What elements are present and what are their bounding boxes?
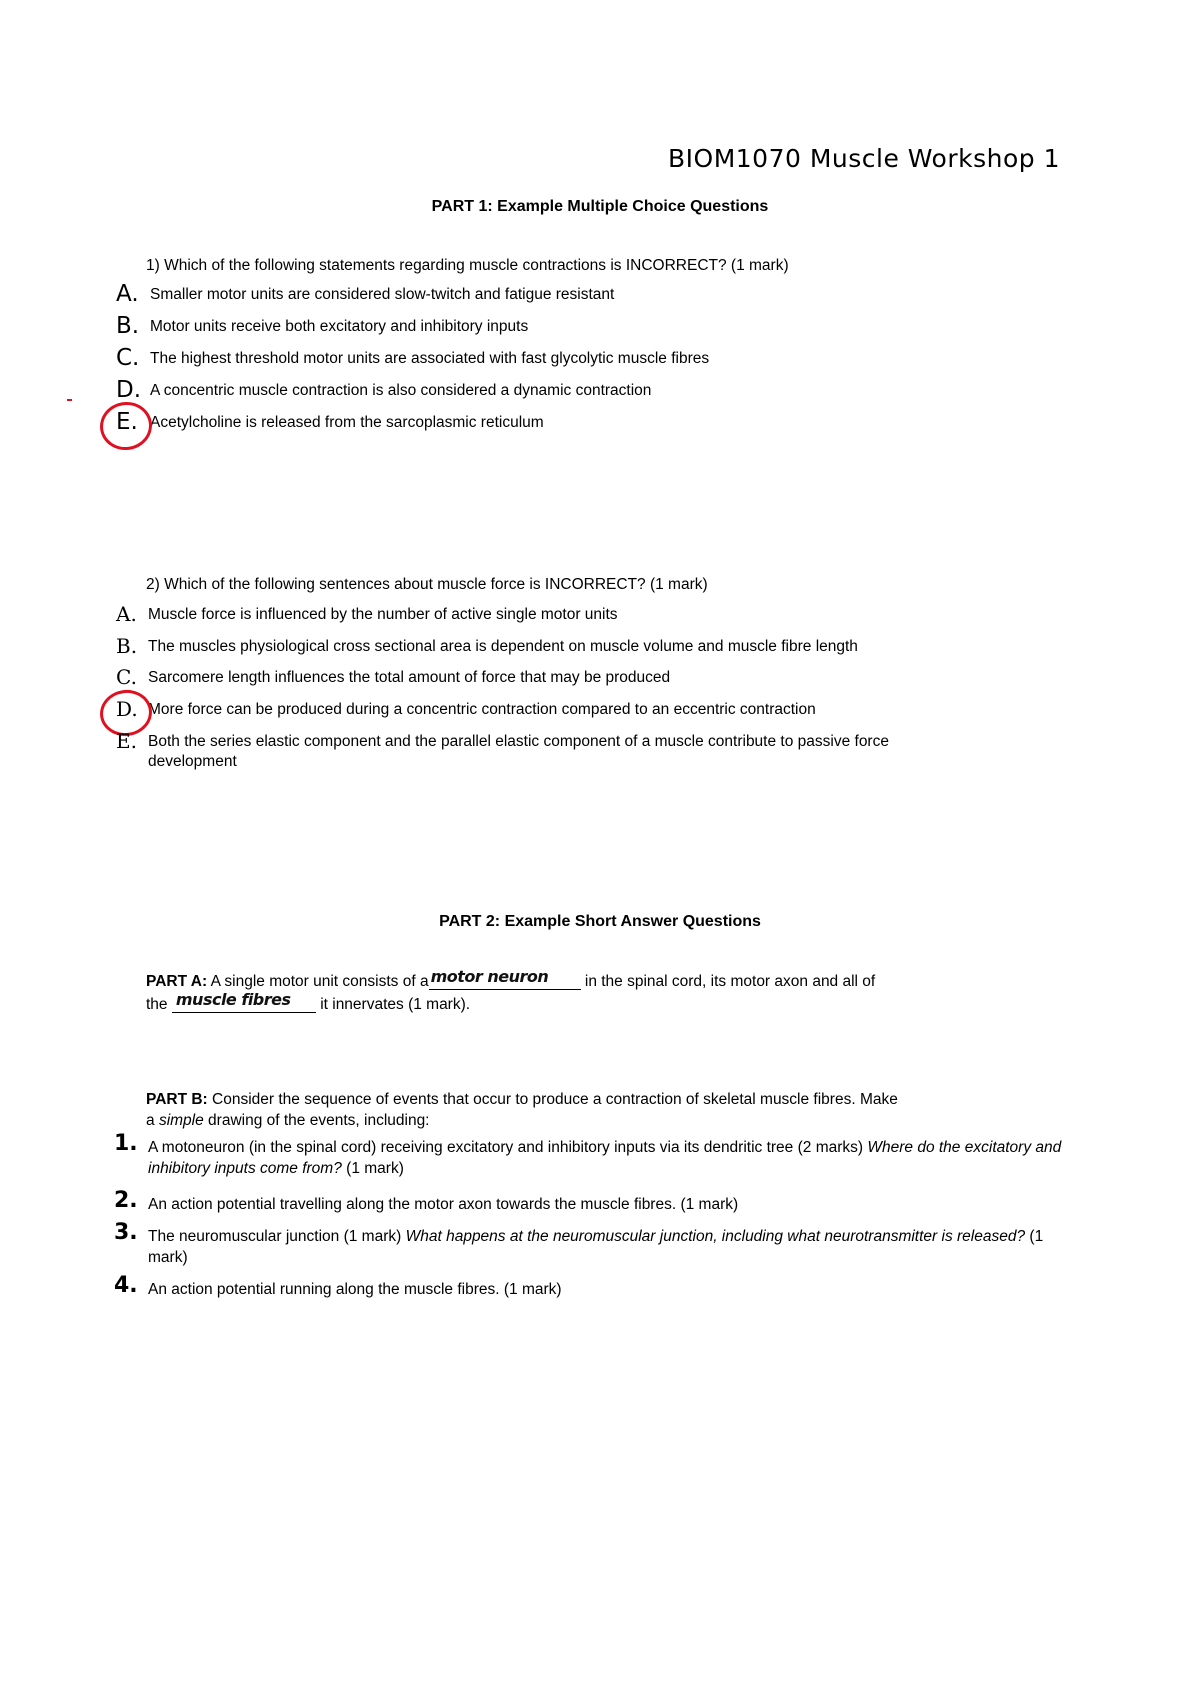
part-a-label: PART A: [146, 973, 208, 990]
fill-blank-2[interactable] [172, 992, 316, 1013]
q1-option-a[interactable] [116, 281, 614, 307]
option-text-continuation: development [148, 753, 237, 770]
option-letter: C. [116, 345, 140, 371]
item-text: (1 mark) [148, 1228, 1044, 1266]
question-2-text: 2) Which of the following sentences about muscle force is INCORRECT? (1 mark) [146, 576, 708, 593]
part-b-text: a [146, 1112, 155, 1129]
item-3-text [148, 1226, 1068, 1268]
item-italic: excitatory and inhibitory inputs come from? [148, 1139, 1062, 1177]
option-text: Acetylcholine is released from the sarcoplasmic reticulum [150, 414, 544, 431]
option-text: Smaller motor units are considered slow-twitch and fatigue resistant [150, 286, 615, 303]
question-1-text: 1) Which of the following statements regarding muscle contractions is INCORRECT? (1 mark) [146, 257, 789, 274]
option-letter: D. [116, 377, 142, 403]
option-text: Muscle force is influenced by the number of active single motor units [148, 606, 618, 623]
document-title: BIOM1070 Muscle Workshop 1 [668, 144, 1060, 173]
option-text: A concentric muscle contraction is also considered a dynamic contraction [150, 382, 652, 399]
part-a-text: A single motor unit consists of a [210, 973, 429, 990]
option-text: The muscles physiological cross sectional area is dependent on muscle volume and muscle fibre length [148, 638, 858, 655]
q2-option-d[interactable] [116, 697, 816, 721]
part-a-text: in the spinal cord, its motor axon and all of [584, 973, 876, 990]
option-letter: C. [116, 665, 137, 689]
handwritten-answer-1: motor neuron [430, 967, 549, 986]
part2-heading: PART 2: Example Short Answer Questions [439, 913, 761, 930]
item-2-text: An action potential travelling along the motor axon towards the muscle fibres. (1 mark) [148, 1196, 739, 1213]
option-text: Motor units receive both excitatory and inhibitory inputs [150, 318, 529, 335]
item-italic: Where do the [867, 1139, 961, 1156]
option-text: The highest threshold motor units are associated with fast glycolytic muscle fibres [150, 350, 710, 367]
part-a-text: the [146, 996, 168, 1013]
pen-mark [67, 399, 72, 401]
q2-option-c[interactable] [116, 665, 670, 689]
part-b-text: Consider the sequence of events that occur to produce a contraction of skeletal muscle fibres. Make [212, 1091, 898, 1108]
option-letter: E. [116, 729, 137, 753]
option-text: Sarcomere length influences the total amount of force that may be produced [148, 669, 671, 686]
part-a-text: it innervates (1 mark). [320, 996, 471, 1013]
option-letter: A. [116, 281, 139, 307]
item-text: The neuromuscular junction (1 mark) [148, 1228, 402, 1245]
item-text: A motoneuron (in the spinal cord) receiving excitatory and inhibitory inputs via its dendritic tree (2 marks) [148, 1139, 864, 1156]
item-number: 3. [114, 1220, 138, 1245]
part-b-italic: simple [158, 1112, 204, 1129]
handwritten-answer-2: muscle fibres [175, 990, 291, 1009]
answer-circle-annotation [97, 399, 155, 454]
item-italic: What happens at the neuromuscular junction, including what neurotransmitter is [405, 1228, 953, 1245]
part-b-text: drawing of the events, including: [208, 1112, 430, 1129]
option-letter: B. [116, 313, 140, 339]
q1-option-c[interactable] [116, 345, 709, 371]
q2-option-b[interactable] [116, 634, 858, 658]
q2-option-a[interactable] [116, 602, 618, 626]
part-b-label: PART B: [146, 1091, 208, 1108]
q1-option-b[interactable] [116, 313, 528, 339]
item-4-text: An action potential running along the muscle fibres. (1 mark) [148, 1281, 562, 1298]
option-text: Both the series elastic component and the parallel elastic component of a muscle contribute to passive force [148, 733, 889, 750]
item-number: 1. [114, 1131, 138, 1156]
item-1-text [148, 1137, 1068, 1179]
option-letter: B. [116, 634, 138, 658]
option-letter: A. [116, 602, 137, 626]
fill-blank-1[interactable] [429, 969, 581, 990]
part-a-paragraph [146, 969, 875, 1015]
item-text: (1 mark) [346, 1160, 404, 1177]
part1-heading: PART 1: Example Multiple Choice Questions [431, 198, 769, 215]
q1-option-e[interactable] [116, 409, 544, 435]
item-italic: released? [957, 1228, 1026, 1245]
item-number: 4. [114, 1273, 138, 1298]
option-letter: E. [116, 409, 138, 435]
q2-option-e[interactable] [116, 729, 889, 753]
item-number: 2. [114, 1188, 138, 1213]
q1-option-d[interactable] [116, 377, 651, 403]
option-text: More force can be produced during a concentric contraction compared to an eccentric contraction [148, 701, 816, 718]
part-b-intro [146, 1089, 1086, 1131]
option-letter: D. [116, 697, 138, 721]
